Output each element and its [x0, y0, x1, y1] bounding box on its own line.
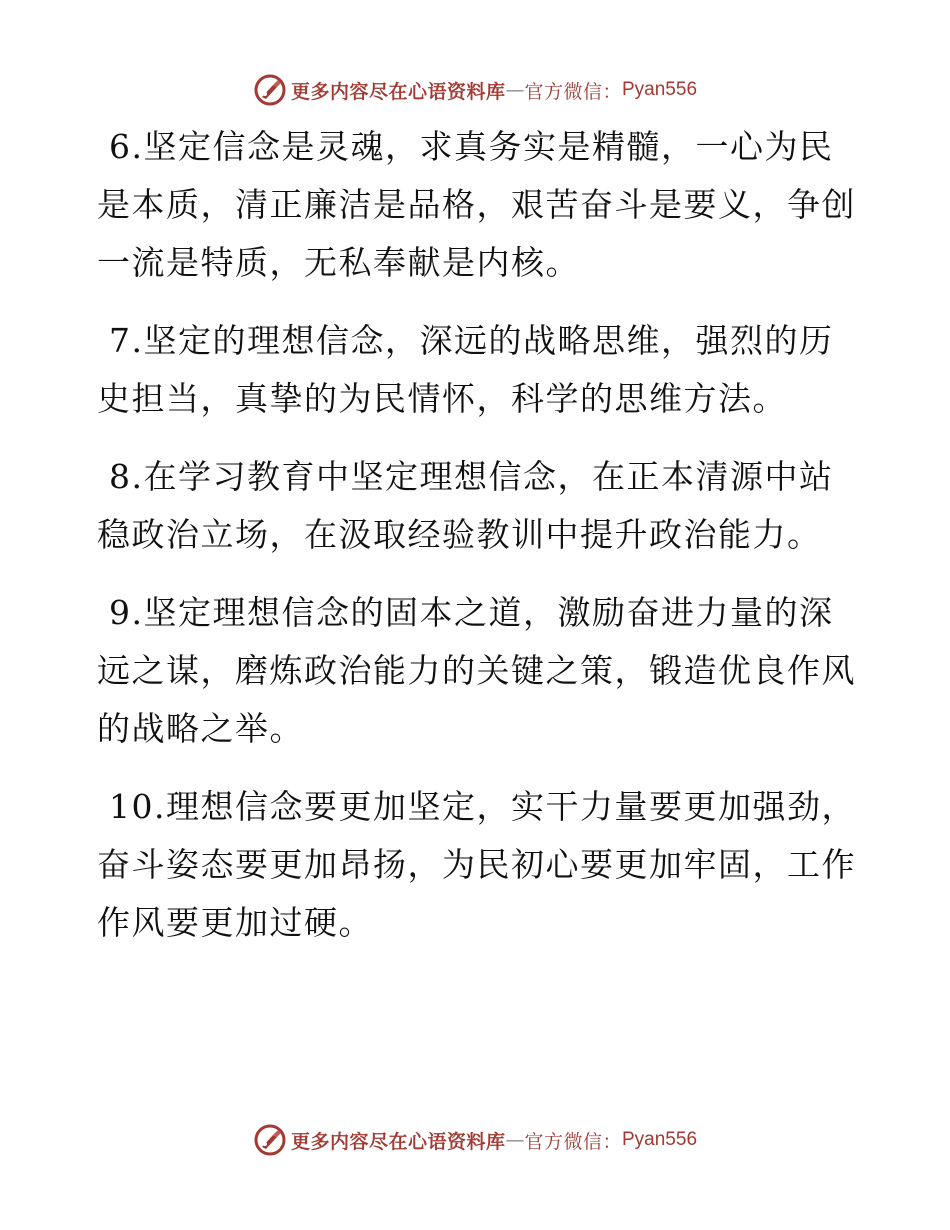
watermark-dash: — — [505, 79, 525, 101]
watermark-dash: — — [505, 1129, 525, 1151]
footer-watermark — [0, 1120, 950, 1160]
header-watermark — [0, 70, 950, 110]
pen-nib-circle-icon — [253, 73, 287, 107]
watermark-wechat-id: Pyan556 — [622, 79, 698, 100]
watermark-title: 更多内容尽在心语资料库 — [290, 80, 506, 103]
paragraph-7: 7.坚定的理想信念，深远的战略思维，强烈的历史担当，真挚的为民情怀，科学的思维方法。 — [97, 321, 834, 418]
watermark-wechat-id: Pyan556 — [622, 1129, 698, 1150]
watermark-title: 更多内容尽在心语资料库 — [290, 1130, 506, 1153]
paragraph-6: 6.坚定信念是灵魂，求真务实是精髓，一心为民是本质，清正廉洁是品格，艰苦奋斗是要义，争创一流是特质，无私奉献是内核。 — [97, 127, 856, 282]
paragraph-10: 10.理想信念要更加坚定，实干力量要更加强劲，奋斗姿态要更加昂扬，为民初心要更加牢固，工作作风要更加过硬。 — [97, 787, 856, 942]
pen-nib-circle-icon — [253, 1123, 287, 1157]
paragraph-9: 9.坚定理想信念的固本之道，激励奋进力量的深远之谋，磨炼政治能力的关键之策，锻造优良作风的战略之举。 — [97, 593, 856, 748]
watermark-wechat-label: 官方微信： — [524, 1130, 622, 1153]
document-body — [97, 118, 857, 972]
paragraph-8: 8.在学习教育中坚定理想信念，在正本清源中站稳政治立场，在汲取经验教训中提升政治能力。 — [97, 457, 834, 554]
watermark-wechat-label: 官方微信： — [524, 80, 622, 103]
